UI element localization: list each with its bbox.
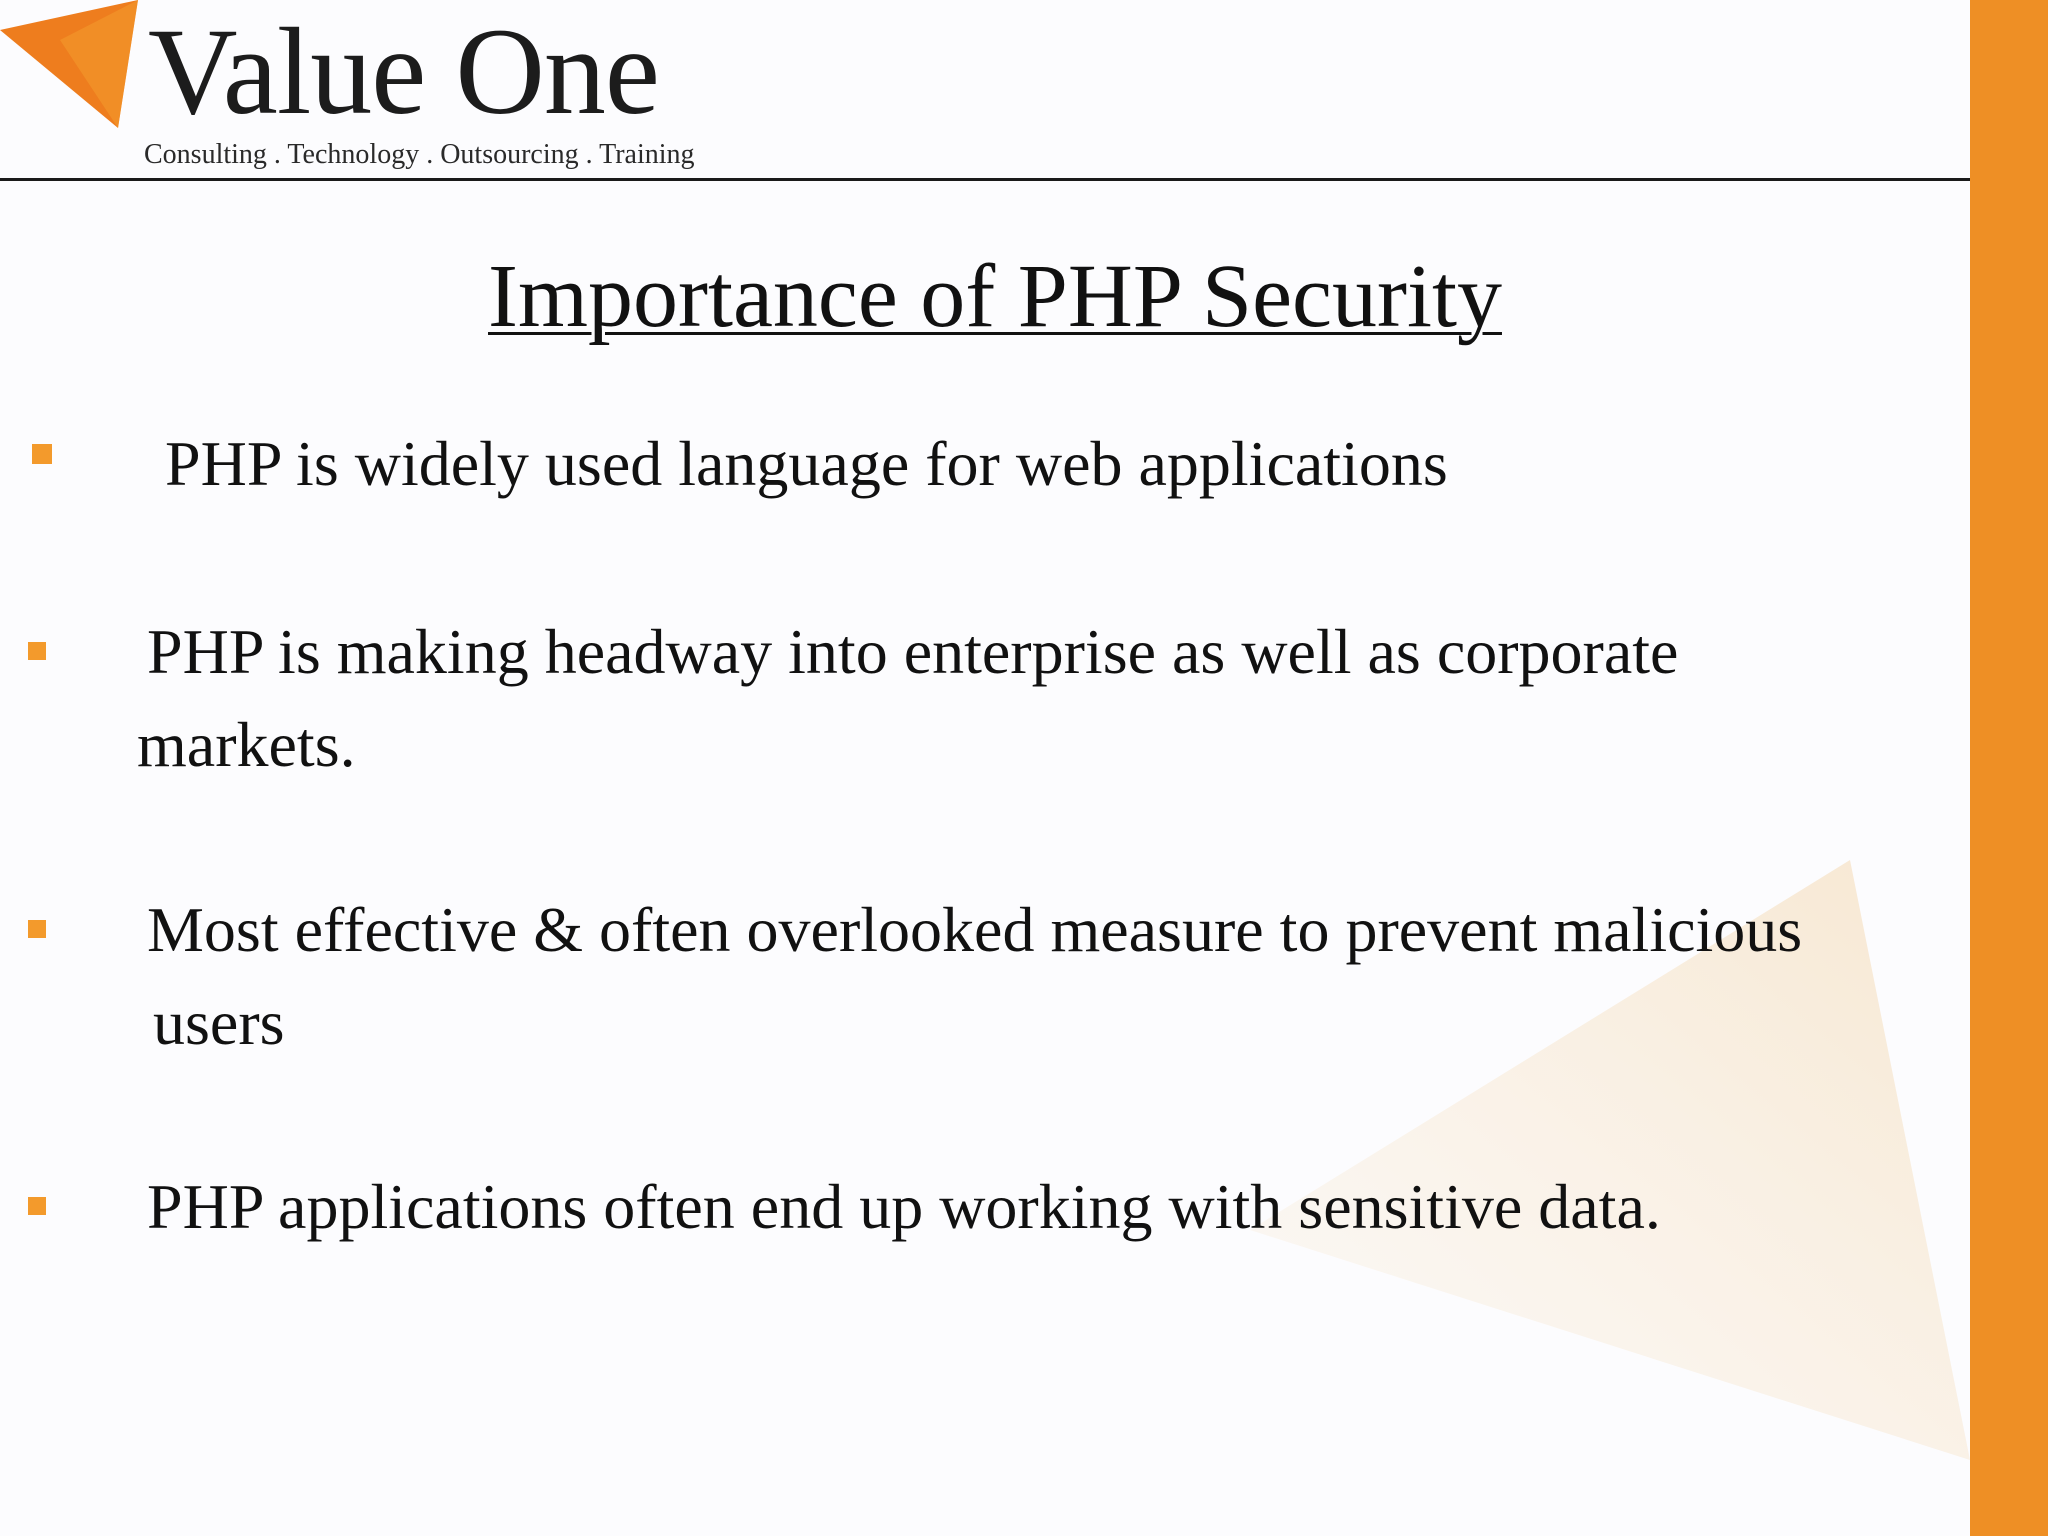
bullet-text-line: users [153,987,285,1058]
orange-triangle-icon [0,0,150,130]
logo-tagline: Consulting . Technology . Outsourcing . Training [144,139,695,170]
company-logo [0,0,800,178]
bullet-text-line: Most effective & often overlooked measure to prevent malicious [147,894,1803,965]
accent-side-bar [1970,0,2048,1536]
bullet-text-line: markets. [137,709,356,780]
logo-name: Value One [148,3,659,140]
square-bullet-icon [32,444,52,464]
square-bullet-icon [28,1197,46,1215]
square-bullet-icon [28,920,46,938]
bullet-text-line: PHP applications often end up working with sensitive data. [147,1171,1661,1242]
bullet-text-line: PHP is making headway into enterprise as well as corporate [147,616,1679,687]
square-bullet-icon [28,642,46,660]
slide-title: Importance of PHP Security [488,247,1502,346]
bullet-text-line: PHP is widely used language for web applications [165,428,1448,499]
header-divider [0,178,1970,181]
